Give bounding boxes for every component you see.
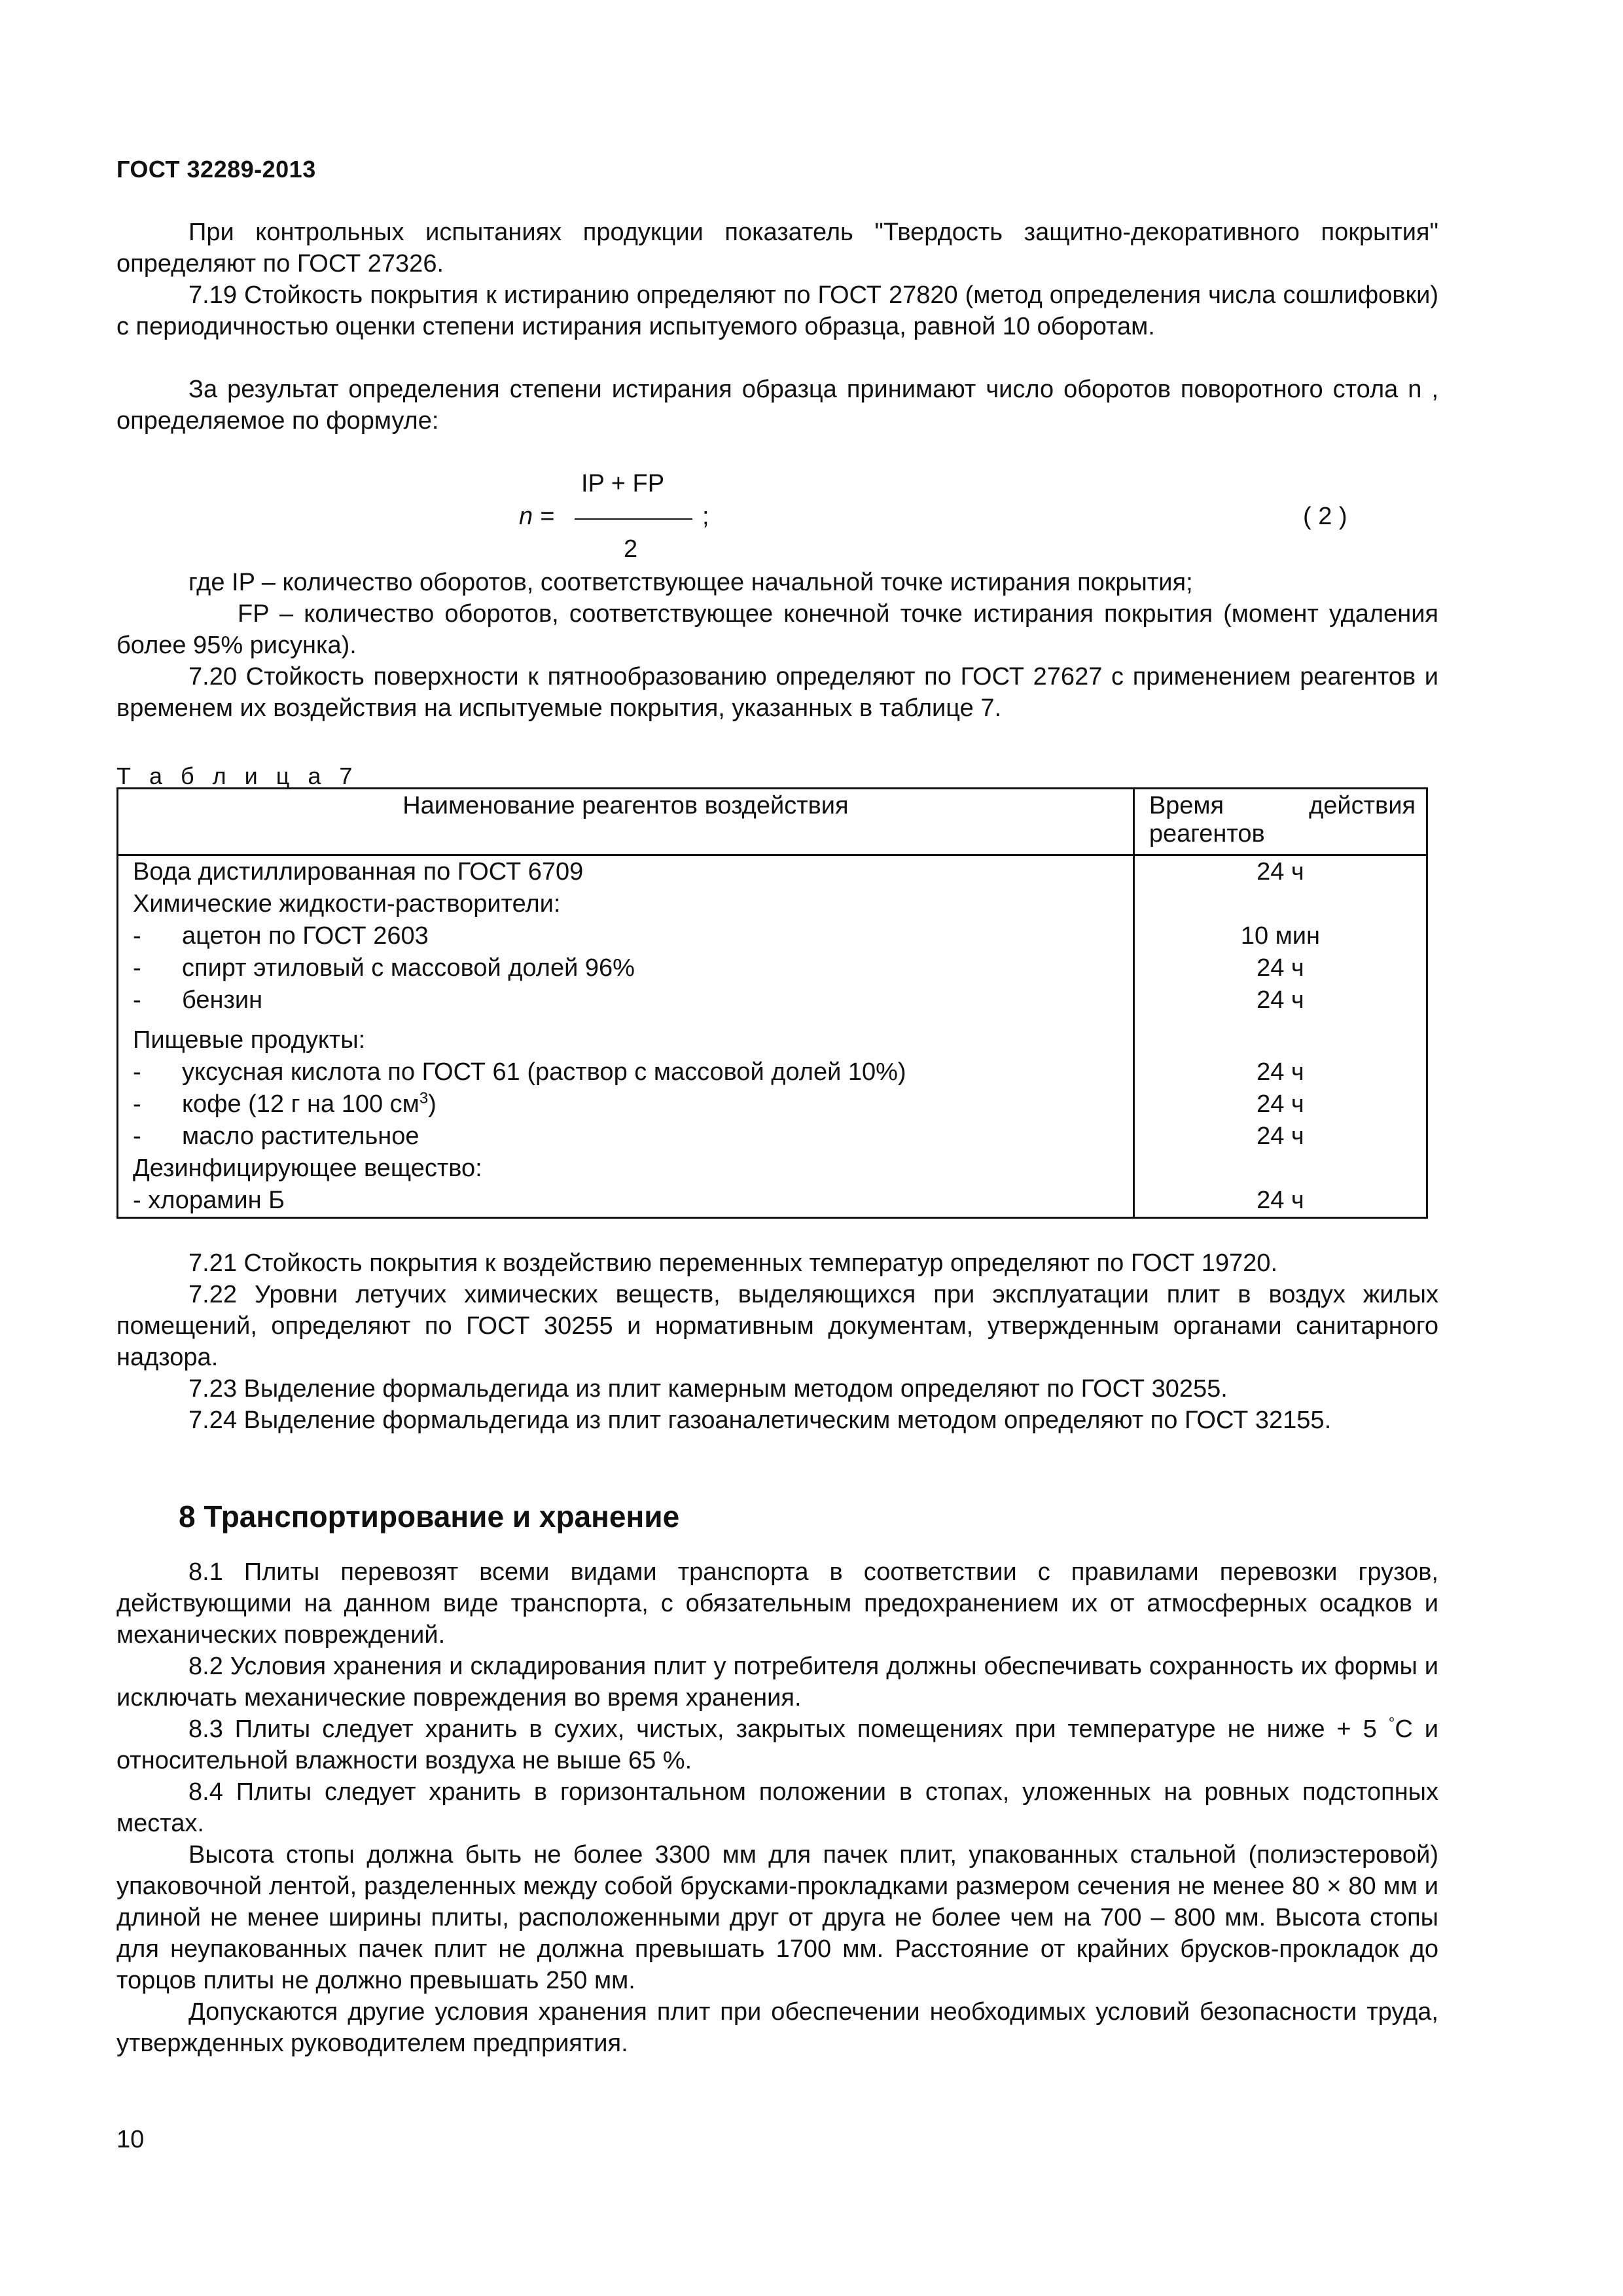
time-water: 24 ч: [1257, 858, 1304, 886]
paragraph-8-2: 8.2 Условия хранения и складирования плит у потребителя должны обеспечивать сохранность их формы и исключать механические повреждения во время хранения.: [116, 1653, 1438, 1712]
reagent-oil-label: масло растительное: [182, 1122, 419, 1150]
time-acetic-acid: 24 ч: [1257, 1058, 1304, 1086]
paragraph-other-conditions: Допускаются другие условия хранения плит при обеспечении необходимых условий безопасности труда, утвержденных руководителем предприятия.: [116, 1998, 1438, 2057]
paragraph-8-3: [116, 1713, 1438, 1776]
formula-numerator: IP + FP: [581, 470, 665, 497]
reagent-gasoline-label: бензин: [182, 986, 263, 1014]
header-reagents-word: реагентов: [1149, 820, 1265, 848]
reagent-group-solvents: Химические жидкости-растворители:: [133, 890, 561, 918]
list-dash: -: [133, 1090, 141, 1118]
where-fp: FP – количество оборотов, соответствующее конечной точке истирания покрытия (момент удаления более 95% рисунка).: [116, 600, 1438, 659]
time-coffee: 24 ч: [1257, 1090, 1304, 1118]
time-acetone: 10 мин: [1240, 922, 1320, 950]
header-action-word: действия: [1309, 792, 1416, 819]
reagent-coffee: [133, 1088, 1133, 1121]
paragraph-7-21: 7.21 Стойкость покрытия к воздействию переменных температур определяют по ГОСТ 19720.: [188, 1249, 1278, 1277]
reagents-table: [116, 787, 1428, 1219]
formula-denominator: 2: [624, 535, 638, 563]
formula-semicolon: ;: [702, 503, 709, 530]
time-chloramine: 24 ч: [1257, 1187, 1304, 1214]
paragraph-hardness: При контрольных испытаниях продукции показатель "Твердость защитно-декоративного покрытия" определяют по ГОСТ 27326.: [116, 219, 1438, 278]
time-ethanol: 24 ч: [1257, 954, 1304, 982]
degree-sign: °: [1388, 1714, 1395, 1732]
formula-fraction-line: [575, 518, 692, 520]
table-header-row: [118, 789, 1427, 855]
reagent-gasoline: [133, 984, 1133, 1016]
reagent-chloramine: - хлорамин Б: [133, 1187, 285, 1214]
paragraph-8-4: 8.4 Плиты следует хранить в горизонтальном положении в стопах, уложенных на ровных подстопных местах.: [116, 1778, 1438, 1837]
table-header-reagents: Наименование реагентов воздействия: [118, 789, 1134, 855]
document-id-header: ГОСТ 32289-2013: [116, 156, 316, 183]
list-dash: -: [133, 986, 141, 1014]
section-8-heading: 8 Транспортирование и хранение: [179, 1499, 680, 1534]
reagent-oil: [133, 1121, 1133, 1153]
reagent-water: Вода дистиллированная по ГОСТ 6709: [133, 858, 584, 886]
reagent-coffee-close: ): [428, 1090, 437, 1118]
superscript-3: 3: [419, 1089, 429, 1107]
reagent-acetone: [133, 920, 1133, 952]
table-body-row: [118, 855, 1427, 1218]
reagent-ethanol-label: спирт этиловый с массовой долей 96%: [182, 954, 635, 982]
reagent-ethanol: [133, 952, 1133, 984]
reagent-acetic-acid: [133, 1056, 1133, 1088]
list-dash: -: [133, 1122, 141, 1150]
paragraph-7-24: 7.24 Выделение формальдегида из плит газоаналетическим методом определяют по ГОСТ 32155.: [188, 1407, 1332, 1434]
reagent-group-disinfectant: Дезинфицирующее вещество:: [133, 1155, 482, 1182]
time-gasoline: 24 ч: [1257, 986, 1304, 1014]
reagent-acetic-acid-label: уксусная кислота по ГОСТ 61 (раствор с массовой долей 10%): [182, 1058, 906, 1086]
list-dash: -: [133, 1058, 141, 1086]
paragraph-7-20: 7.20 Стойкость поверхности к пятнообразованию определяют по ГОСТ 27627 с применением реагентов и временем их воздействия на испытуемые покрытия, указанных в таблице 7.: [116, 663, 1438, 722]
page-number: 10: [116, 2126, 145, 2153]
where-ip: где IP – количество оборотов, соответствующее начальной точке истирания покрытия;: [188, 569, 1193, 596]
paragraph-7-22: 7.22 Уровни летучих химических веществ, выделяющихся при эксплуатации плит в воздух жилых помещений, определяют по ГОСТ 30255 и нормативным документам, утвержденным органами санитарного надзора.: [116, 1281, 1438, 1371]
list-dash: -: [133, 922, 141, 950]
reagent-coffee-label: кофе (12 г на 100 см: [182, 1090, 419, 1118]
paragraph-8-1: 8.1 Плиты перевозят всеми видами транспорта в соответствии с правилами перевозки грузов, действующими на данном виде транспорта, с обязательным предохранением их от атмосферных осадков и механических повреждений.: [116, 1558, 1438, 1649]
reagent-times-cell: [1133, 855, 1427, 1218]
table-caption: Т а б л и ц а 7: [116, 762, 359, 789]
paragraph-7-19: 7.19 Стойкость покрытия к истиранию определяют по ГОСТ 27820 (метод определения числа сошлифовки) с периодичностью оценки степени истирания испытуемого образца, равной 10 оборотам.: [116, 281, 1438, 340]
paragraph-formula-intro: За результат определения степени истирания образца принимают число оборотов поворотного стола n , определяемое по формуле:: [116, 376, 1438, 435]
paragraph-8-3-part2: С и относительной влажности воздуха не выше 65 %.: [116, 1715, 1438, 1774]
formula-lhs: n =: [519, 503, 554, 530]
paragraph-8-3-part1: 8.3 Плиты следует хранить в сухих, чистых, закрытых помещениях при температуре не ниже + 5: [188, 1715, 1389, 1743]
paragraph-stack-height: Высота стопы должна быть не более 3300 мм для пачек плит, упакованных стальной (полиэстеровой) упаковочной лентой, разделенных между собой брусками-прокладками размером сечения не менее 80 × 80 мм и длиной не менее ширины плиты, расположенными друг от друга не более чем на 700 – 800 мм. Высота стопы для неупакованных пачек плит не должна превышать 1700 мм. Расстояние от крайних брусков-прокладок до торцов плиты не должно превышать 250 мм.: [116, 1841, 1438, 1994]
time-oil: 24 ч: [1257, 1122, 1304, 1150]
formula-number: ( 2 ): [1303, 503, 1347, 530]
header-time-word: Время: [1149, 792, 1224, 819]
reagent-group-food: Пищевые продукты:: [133, 1026, 366, 1054]
table-header-time: [1133, 789, 1427, 855]
reagent-names-cell: [118, 855, 1134, 1218]
paragraph-7-23: 7.23 Выделение формальдегида из плит камерным методом определяют по ГОСТ 30255.: [188, 1375, 1228, 1403]
reagent-acetone-label: ацетон по ГОСТ 2603: [182, 922, 429, 950]
list-dash: -: [133, 954, 141, 982]
